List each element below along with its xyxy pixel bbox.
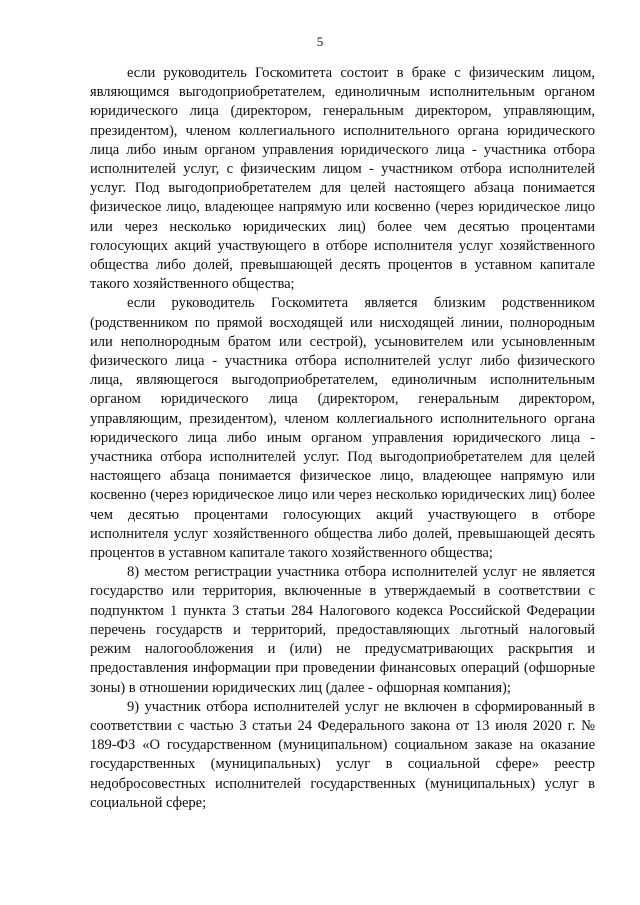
- paragraph-spouse-conflict: если руководитель Госкомитета состоит в браке с физическим лицом, являющимся выгодоприобретателем, единоличным исполнительным органом юридического лица (директором, генеральным директором, управляющим, президентом), членом коллегиального исполнительного органа юридического лица либо иным органом управления юридического лица - участника отбора исполнителей услуг, с физическим лицом - участником отбора исполнителей услуг. Под выгодоприобретателем для целей настоящего абзаца понимается физическое лицо, владеющее напрямую или косвенно (через юридическое лицо или через несколько юридических лиц) более чем десятью процентами голосующих акций участвующего в отборе исполнителя услуг хозяйственного общества либо долей, превышающей десять процентов в уставном капитале такого хозяйственного общества;: [90, 65, 595, 293]
- paragraph-relative-conflict: если руководитель Госкомитета является близким родственником (родственником по прямой восходящей или нисходящей линии, полнородным или неполнородным братом или сестрой), усыновителем или усыновленным физического лица - участника отбора исполнителей услуг либо физического лица, являющегося выгодоприобретателем, единоличным исполнительным органом юридического лица (директором, генеральным директором, управляющим, президентом), членом коллегиального исполнительного органа юридического лица либо иным органом управления юридического лица - участника отбора исполнителей услуг. Под выгодоприобретателем для целей настоящего абзаца понимается физическое лицо, владеющее напрямую или косвенно (через юридическое лицо или через несколько юридических лиц) более чем десятью процентами голосующих акций участвующего в отборе исполнителя услуг хозяйственного общества либо долей, превышающей десять процентов в уставном капитале такого хозяйственного общества;: [90, 295, 595, 562]
- page-number: 5: [316, 34, 324, 49]
- paragraph-offshore-registration: 8) местом регистрации участника отбора исполнителей услуг не является государство или территория, включенные в утверждаемый в соответствии с подпунктом 1 пункта 3 статьи 284 Налогового кодекса Российской Федерации перечень государств и территорий, предоставляющих льготный налоговый режим налогообложения и (или) не предусматривающих раскрытия и предоставления информации при проведении финансовых операций (офшорные зоны) в отношении юридических лиц (далее - офшорная компания);: [90, 564, 595, 696]
- paragraph-unreliable-registry: 9) участник отбора исполнителей услуг не включен в сформированный в соответствии с частью 3 статьи 24 Федерального закона от 13 июля 2020 г. № 189-ФЗ «О государственном (муниципальном) социальном заказе на оказание государственных (муниципальных) услуг в социальной сфере» реестр недобросовестных исполнителей государственных (муниципальных) услуг в социальной сфере;: [90, 698, 595, 811]
- document-body: [90, 64, 595, 813]
